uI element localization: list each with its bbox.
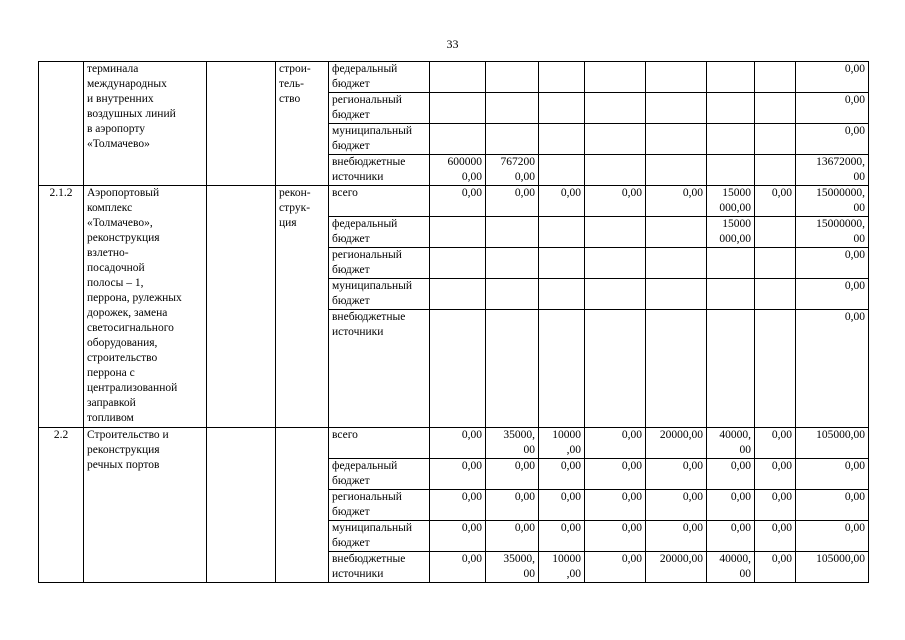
value-cell xyxy=(486,124,539,155)
value-cell: 0,00 xyxy=(796,248,869,279)
value-cell xyxy=(707,279,755,310)
value-cell: 10000 ,00 xyxy=(539,552,585,583)
source-label: федеральный бюджет xyxy=(329,217,430,248)
value-cell xyxy=(646,93,707,124)
value-cell: 0,00 xyxy=(585,521,646,552)
value-cell: 13672000, 00 xyxy=(796,155,869,186)
value-cell: 0,00 xyxy=(486,490,539,521)
value-cell xyxy=(539,217,585,248)
value-cell: 0,00 xyxy=(585,186,646,217)
value-cell xyxy=(430,279,486,310)
page-number: 33 xyxy=(446,37,459,51)
value-cell xyxy=(707,155,755,186)
value-cell xyxy=(585,217,646,248)
value-cell: 15000 000,00 xyxy=(707,186,755,217)
row-code: 2.1.2 xyxy=(39,186,84,428)
row-work-type: строи- тель- ство xyxy=(276,62,329,186)
value-cell: 0,00 xyxy=(796,124,869,155)
source-label: федеральный бюджет xyxy=(329,62,430,93)
value-cell xyxy=(646,155,707,186)
value-cell xyxy=(486,93,539,124)
value-cell xyxy=(646,248,707,279)
value-cell xyxy=(430,310,486,428)
value-cell: 0,00 xyxy=(430,459,486,490)
value-cell: 0,00 xyxy=(585,490,646,521)
value-cell xyxy=(585,310,646,428)
source-label: региональный бюджет xyxy=(329,248,430,279)
row-executor xyxy=(207,186,276,428)
value-cell xyxy=(646,124,707,155)
value-cell: 35000, 00 xyxy=(486,428,539,459)
row-name: терминала международных и внутренних воздушных линий в аэропорту «Толмачево» xyxy=(84,62,207,186)
source-label: муниципальный бюджет xyxy=(329,521,430,552)
value-cell xyxy=(585,62,646,93)
value-cell: 0,00 xyxy=(646,490,707,521)
value-cell xyxy=(646,217,707,248)
value-cell: 0,00 xyxy=(796,521,869,552)
source-label: внебюджетные источники xyxy=(329,552,430,583)
value-cell: 0,00 xyxy=(585,428,646,459)
source-label: муниципальный бюджет xyxy=(329,124,430,155)
value-cell: 0,00 xyxy=(646,521,707,552)
value-cell: 0,00 xyxy=(539,490,585,521)
row-name: Строительство и реконструкция речных портов xyxy=(84,428,207,583)
value-cell: 105000,00 xyxy=(796,552,869,583)
value-cell: 0,00 xyxy=(486,459,539,490)
value-cell xyxy=(755,248,796,279)
value-cell: 0,00 xyxy=(539,459,585,490)
value-cell xyxy=(430,217,486,248)
value-cell xyxy=(585,124,646,155)
value-cell: 105000,00 xyxy=(796,428,869,459)
value-cell xyxy=(539,155,585,186)
value-cell xyxy=(585,155,646,186)
source-label: муниципальный бюджет xyxy=(329,279,430,310)
row-executor xyxy=(207,62,276,186)
value-cell: 0,00 xyxy=(796,490,869,521)
value-cell xyxy=(585,248,646,279)
value-cell xyxy=(539,310,585,428)
value-cell: 0,00 xyxy=(646,459,707,490)
value-cell xyxy=(707,62,755,93)
value-cell xyxy=(755,62,796,93)
value-cell xyxy=(539,93,585,124)
value-cell xyxy=(707,310,755,428)
value-cell: 15000 000,00 xyxy=(707,217,755,248)
source-label: всего xyxy=(329,186,430,217)
value-cell: 0,00 xyxy=(486,186,539,217)
value-cell xyxy=(755,124,796,155)
value-cell: 40000, 00 xyxy=(707,552,755,583)
table-row xyxy=(39,428,869,459)
source-label: внебюджетные источники xyxy=(329,155,430,186)
value-cell xyxy=(755,279,796,310)
value-cell xyxy=(486,279,539,310)
value-cell xyxy=(755,310,796,428)
value-cell: 0,00 xyxy=(430,521,486,552)
value-cell: 0,00 xyxy=(430,428,486,459)
value-cell xyxy=(430,62,486,93)
row-name: Аэропортовый комплекс «Толмачево», реконструкция взлетно- посадочной полосы – 1, перрона, рулежных дорожек, замена светосигнального оборудования, строительство перрона с централизованной заправкой топливом xyxy=(84,186,207,428)
value-cell: 0,00 xyxy=(796,310,869,428)
value-cell: 0,00 xyxy=(585,459,646,490)
value-cell: 10000 ,00 xyxy=(539,428,585,459)
value-cell xyxy=(486,248,539,279)
value-cell: 0,00 xyxy=(539,521,585,552)
value-cell: 0,00 xyxy=(755,428,796,459)
value-cell: 0,00 xyxy=(796,459,869,490)
value-cell: 0,00 xyxy=(430,552,486,583)
value-cell: 0,00 xyxy=(707,459,755,490)
value-cell: 0,00 xyxy=(585,552,646,583)
value-cell xyxy=(646,62,707,93)
row-code xyxy=(39,62,84,186)
value-cell xyxy=(707,93,755,124)
value-cell xyxy=(430,124,486,155)
value-cell: 0,00 xyxy=(796,62,869,93)
table-row xyxy=(39,186,869,217)
value-cell: 0,00 xyxy=(707,490,755,521)
row-work-type xyxy=(276,428,329,583)
value-cell: 40000, 00 xyxy=(707,428,755,459)
source-label: всего xyxy=(329,428,430,459)
value-cell: 0,00 xyxy=(539,186,585,217)
value-cell xyxy=(755,217,796,248)
value-cell: 0,00 xyxy=(755,459,796,490)
value-cell: 35000, 00 xyxy=(486,552,539,583)
value-cell: 20000,00 xyxy=(646,552,707,583)
source-label: региональный бюджет xyxy=(329,93,430,124)
value-cell xyxy=(539,62,585,93)
value-cell xyxy=(486,217,539,248)
value-cell: 0,00 xyxy=(707,521,755,552)
value-cell xyxy=(430,248,486,279)
value-cell xyxy=(539,124,585,155)
value-cell xyxy=(646,310,707,428)
value-cell: 0,00 xyxy=(486,521,539,552)
value-cell xyxy=(539,279,585,310)
value-cell xyxy=(585,279,646,310)
budget-table xyxy=(38,61,869,583)
value-cell xyxy=(646,279,707,310)
value-cell xyxy=(430,93,486,124)
row-work-type: рекон- струк- ция xyxy=(276,186,329,428)
value-cell: 767200 0,00 xyxy=(486,155,539,186)
value-cell: 0,00 xyxy=(646,186,707,217)
value-cell xyxy=(707,124,755,155)
value-cell: 0,00 xyxy=(755,552,796,583)
value-cell: 0,00 xyxy=(430,490,486,521)
value-cell xyxy=(486,62,539,93)
value-cell xyxy=(539,248,585,279)
value-cell: 15000000, 00 xyxy=(796,217,869,248)
source-label: региональный бюджет xyxy=(329,490,430,521)
value-cell xyxy=(755,155,796,186)
source-label: федеральный бюджет xyxy=(329,459,430,490)
value-cell: 0,00 xyxy=(755,521,796,552)
value-cell: 0,00 xyxy=(430,186,486,217)
value-cell: 20000,00 xyxy=(646,428,707,459)
value-cell xyxy=(486,310,539,428)
value-cell: 0,00 xyxy=(796,93,869,124)
value-cell: 0,00 xyxy=(755,490,796,521)
value-cell xyxy=(585,93,646,124)
value-cell: 0,00 xyxy=(796,279,869,310)
value-cell xyxy=(755,93,796,124)
value-cell: 600000 0,00 xyxy=(430,155,486,186)
table-row xyxy=(39,62,869,93)
value-cell: 0,00 xyxy=(755,186,796,217)
value-cell xyxy=(707,248,755,279)
row-code: 2.2 xyxy=(39,428,84,583)
source-label: внебюджетные источники xyxy=(329,310,430,428)
row-executor xyxy=(207,428,276,583)
value-cell: 15000000, 00 xyxy=(796,186,869,217)
